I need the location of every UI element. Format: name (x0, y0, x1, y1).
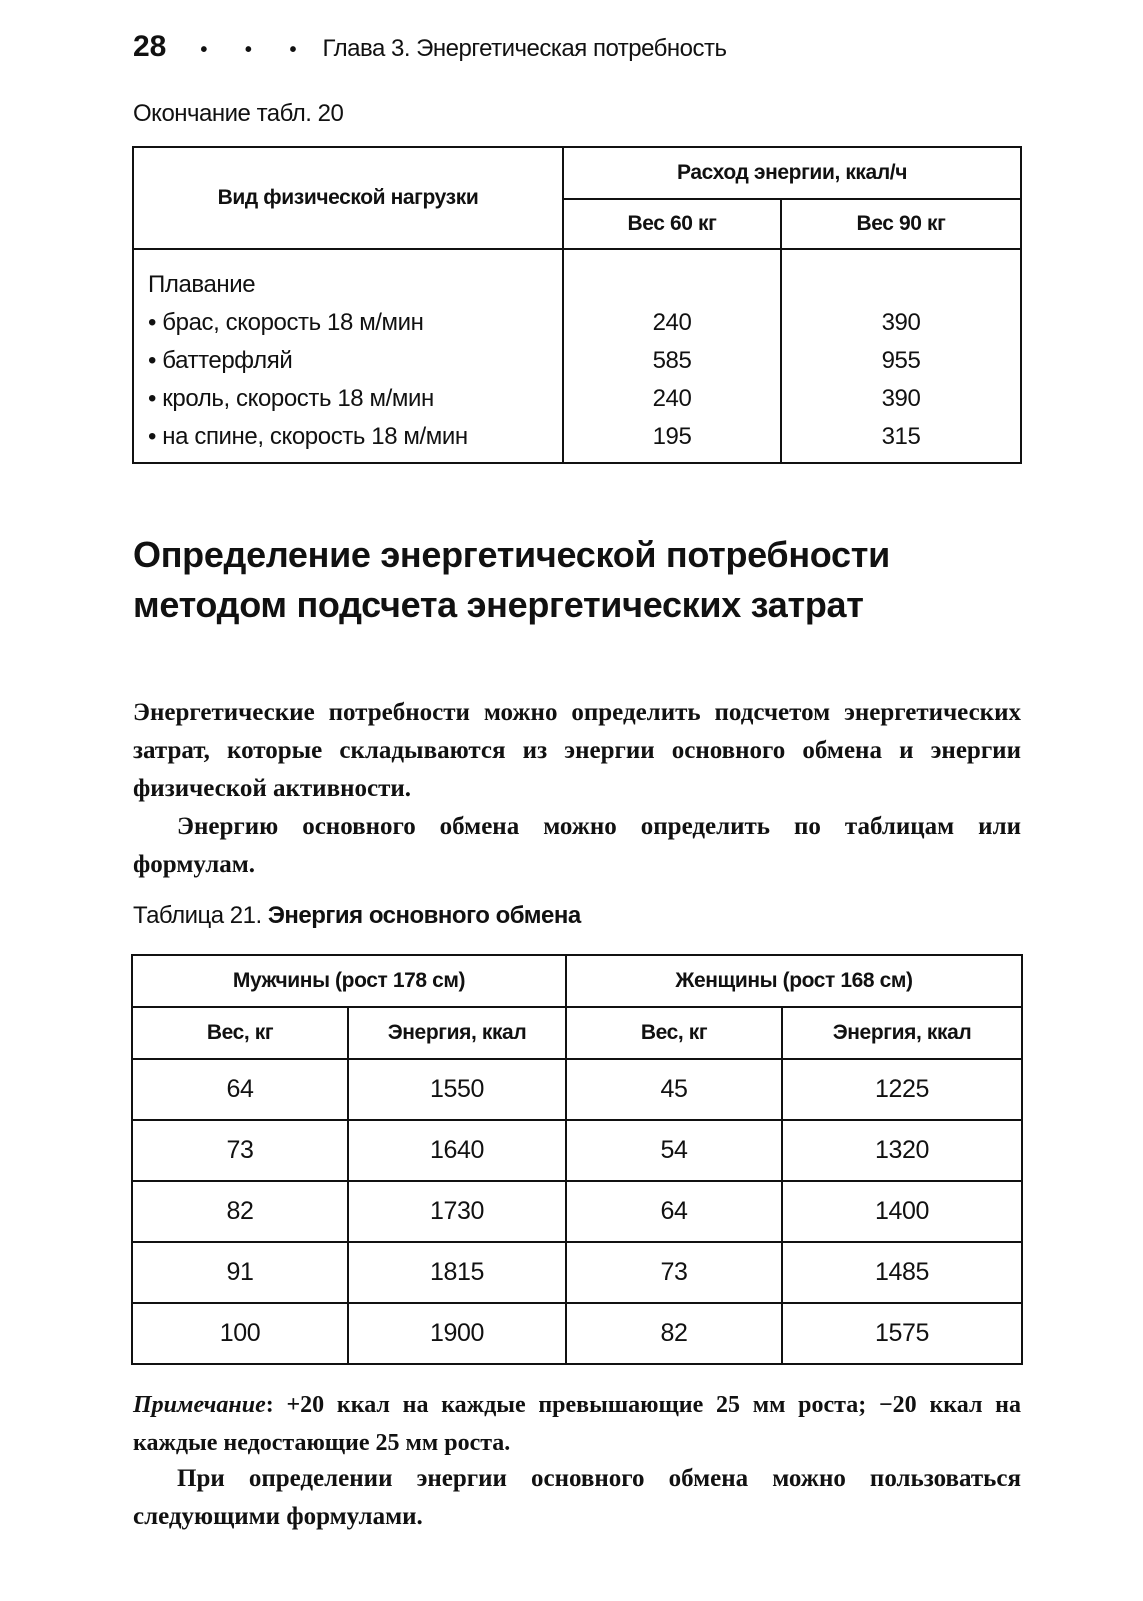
activity-item: • брас, скорость 18 м/мин (148, 309, 424, 336)
women-weight-cell: 64 (566, 1181, 782, 1242)
table-row (132, 1120, 1022, 1181)
women-header: Женщины (рост 168 см) (566, 955, 1022, 1007)
women-energy-cell: 1485 (782, 1242, 1022, 1303)
women-weight-cell: 45 (566, 1059, 782, 1120)
table21-caption (133, 902, 581, 930)
note-text: : +20 ккал на каждые превышающие 25 мм роста; −20 ккал на каждые недостающие 25 мм роста. (133, 1392, 1021, 1456)
men-header: Мужчины (рост 178 см) (132, 955, 566, 1007)
table-20 (132, 146, 1022, 464)
women-weight-header: Вес, кг (566, 1007, 782, 1059)
running-title: Глава 3. Энергетическая потребность (322, 35, 727, 62)
men-energy-cell: 1730 (348, 1181, 566, 1242)
page-header (133, 30, 727, 64)
weight60-value: 585 (652, 347, 692, 374)
weight90-value: 315 (881, 423, 921, 450)
men-weight-cell: 100 (132, 1303, 348, 1364)
activity-item: • на спине, скорость 18 м/мин (148, 423, 468, 450)
table-row (132, 1242, 1022, 1303)
weight90-cell (781, 249, 1021, 463)
table-row (132, 1303, 1022, 1364)
table21-caption-title: Энергия основного обмена (267, 902, 581, 929)
weight60-value: 195 (652, 423, 692, 450)
col-activity-header: Вид физической нагрузки (133, 147, 563, 249)
weight60-value: 240 (652, 385, 692, 412)
paragraph-2 (133, 808, 1021, 884)
table20-caption: Окончание табл. 20 (133, 100, 344, 127)
men-energy-cell: 1550 (348, 1059, 566, 1120)
activity-item: • кроль, скорость 18 м/мин (148, 385, 434, 412)
weight90-value: 390 (881, 385, 921, 412)
col-energy-header: Расход энергии, ккал/ч (563, 147, 1021, 199)
weight60-cell (563, 249, 781, 463)
men-weight-cell: 82 (132, 1181, 348, 1242)
header-dots: • • • (200, 39, 313, 61)
women-weight-cell: 82 (566, 1303, 782, 1364)
women-energy-cell: 1575 (782, 1303, 1022, 1364)
women-weight-cell: 73 (566, 1242, 782, 1303)
women-energy-cell: 1400 (782, 1181, 1022, 1242)
paragraph-2-rest: можно определить по таблицам или формулам. (133, 813, 1022, 878)
paragraph-1: Энергетические потребности можно определить подсчетом энергетических затрат, которые складываются из энергии основного обмена и энергии физической активности. (133, 699, 1021, 802)
col-weight60-header: Вес 60 кг (563, 199, 781, 249)
men-weight-cell: 91 (132, 1242, 348, 1303)
weight90-value: 390 (881, 309, 921, 336)
weight90-value: 955 (881, 347, 921, 374)
weight60-value: 240 (652, 309, 692, 336)
men-energy-cell: 1640 (348, 1120, 566, 1181)
men-energy-cell: 1815 (348, 1242, 566, 1303)
women-energy-cell: 1225 (782, 1059, 1022, 1120)
men-energy-header: Энергия, ккал (348, 1007, 566, 1059)
activity-item: • баттерфляй (148, 347, 293, 374)
activity-cell (133, 249, 563, 463)
group-label: Плавание (148, 271, 256, 298)
section-title: Определение энергетической потребности методом подсчета энергетических затрат (133, 534, 890, 625)
women-energy-cell: 1320 (782, 1120, 1022, 1181)
women-energy-header: Энергия, ккал (782, 1007, 1022, 1059)
table-row (132, 1181, 1022, 1242)
men-weight-cell: 64 (132, 1059, 348, 1120)
men-energy-cell: 1900 (348, 1303, 566, 1364)
women-weight-cell: 54 (566, 1120, 782, 1181)
table21-caption-prefix: Таблица 21. (133, 902, 268, 929)
col-weight90-header: Вес 90 кг (781, 199, 1021, 249)
table-row (132, 1059, 1022, 1120)
men-weight-cell: 73 (132, 1120, 348, 1181)
table-21 (131, 954, 1023, 1365)
note-label: Примечание (133, 1392, 266, 1418)
men-weight-header: Вес, кг (132, 1007, 348, 1059)
table21-note (133, 1386, 1021, 1462)
page-number: 28 (133, 30, 167, 63)
paragraph-4: При определении энергии основного обмена можно пользоваться следующими формулами. (133, 1465, 1021, 1530)
paragraph-2-emphasis: Энергию основного обмена (177, 813, 520, 840)
